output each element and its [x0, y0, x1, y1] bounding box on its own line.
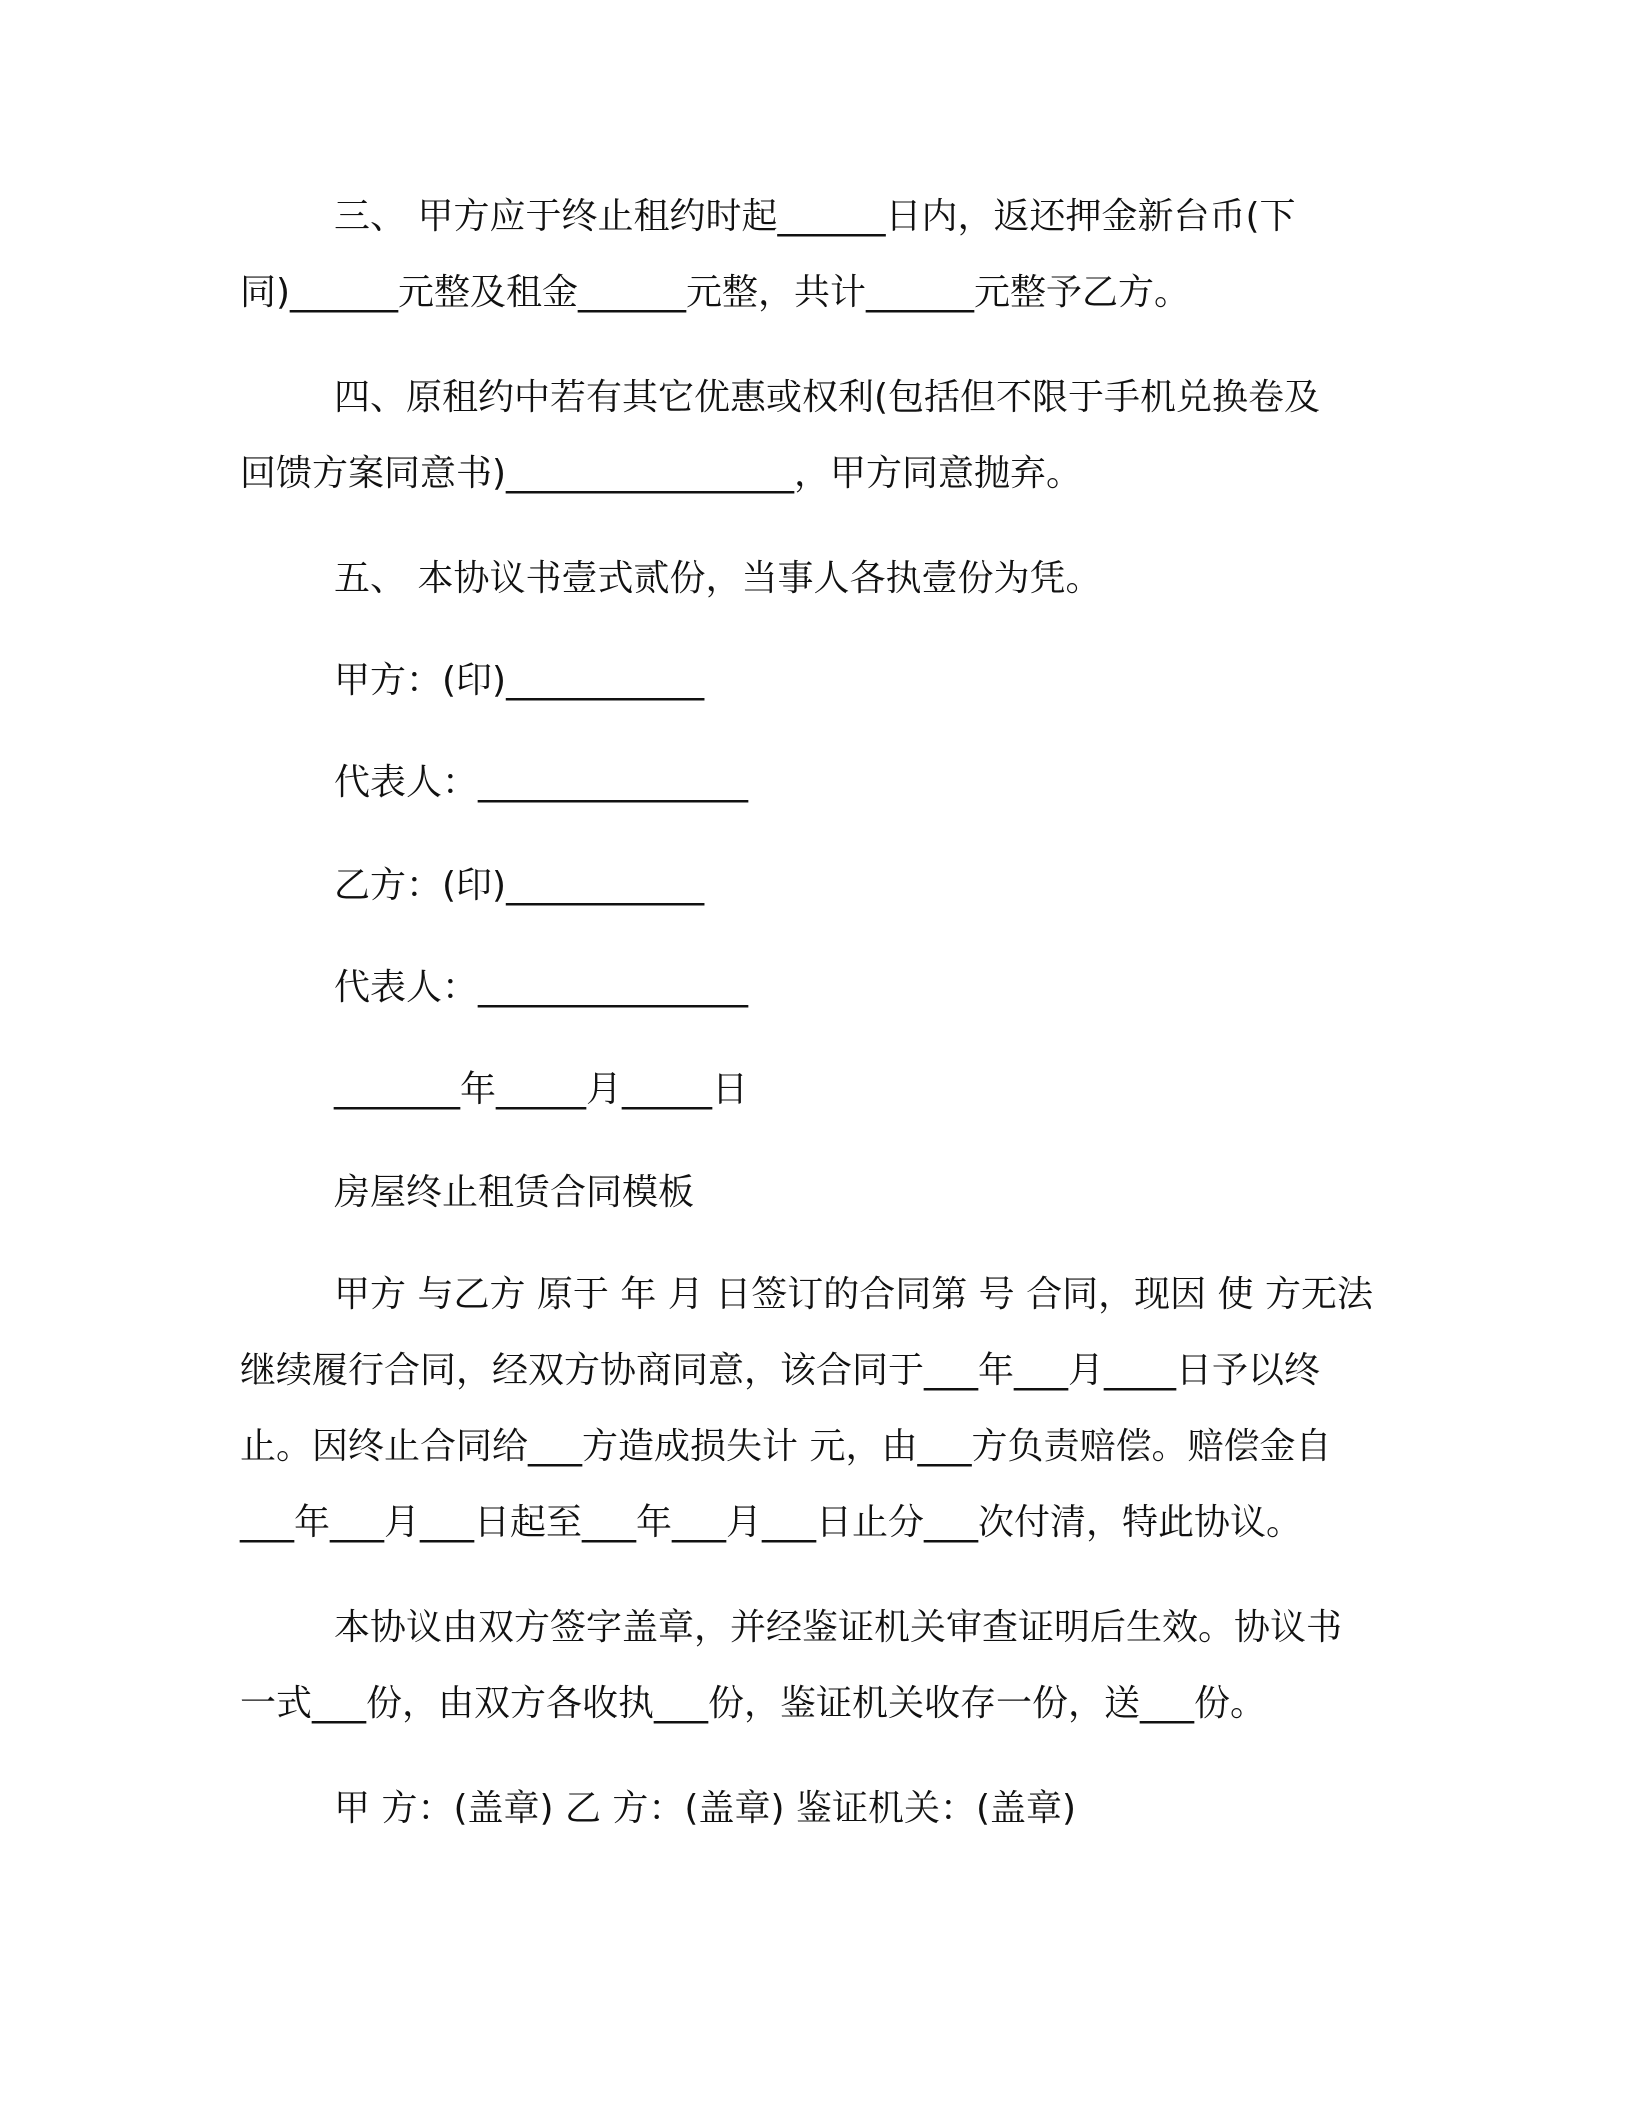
clause-4-line-2: 回馈方案同意书)________________，甲方同意抛弃。	[240, 453, 1083, 494]
effectiveness-line-2: 一式___份，由双方各收执___份，鉴证机关收存一份，送___份。	[240, 1683, 1267, 1724]
clause-5: 五、 本协议书壹式贰份，当事人各执壹份为凭。	[334, 558, 1102, 599]
party-b-representative-line: 代表人：_______________	[334, 967, 749, 1008]
template-body-line-3: 止。因终止合同给___方造成损失计 元，由___方负责赔偿。赔偿金自	[240, 1426, 1332, 1467]
clause-3-line-2: 同)______元整及租金______元整，共计______元整予乙方。	[240, 272, 1191, 313]
template-body-line-2: 继续履行合同，经双方协商同意，该合同于___年___月____日予以终	[240, 1350, 1321, 1391]
signing-date-line: _______年_____月_____日	[334, 1069, 748, 1110]
party-a-representative-line: 代表人：_______________	[334, 762, 749, 803]
template-title: 房屋终止租赁合同模板	[334, 1172, 695, 1213]
party-b-seal-line: 乙方：(印)___________	[334, 865, 705, 906]
effectiveness-line-1: 本协议由双方签字盖章，并经鉴证机关审查证明后生效。协议书	[334, 1607, 1343, 1648]
seal-signature-line: 甲 方：(盖章) 乙 方：(盖章) 鉴证机关：(盖章)	[334, 1788, 1077, 1829]
template-body-line-4: ___年___月___日起至___年___月___日止分___次付清，特此协议。	[240, 1502, 1303, 1543]
party-a-seal-line: 甲方：(印)___________	[334, 660, 705, 701]
clause-3-line-1: 三、 甲方应于终止租约时起______日内，返还押金新台币(下	[334, 196, 1296, 237]
clause-4-line-1: 四、原租约中若有其它优惠或权利(包括但不限于手机兑换卷及	[334, 377, 1321, 418]
template-body-line-1: 甲方 与乙方 原于 年 月 日签订的合同第 号 合同，现因 使 方无法	[334, 1274, 1373, 1315]
